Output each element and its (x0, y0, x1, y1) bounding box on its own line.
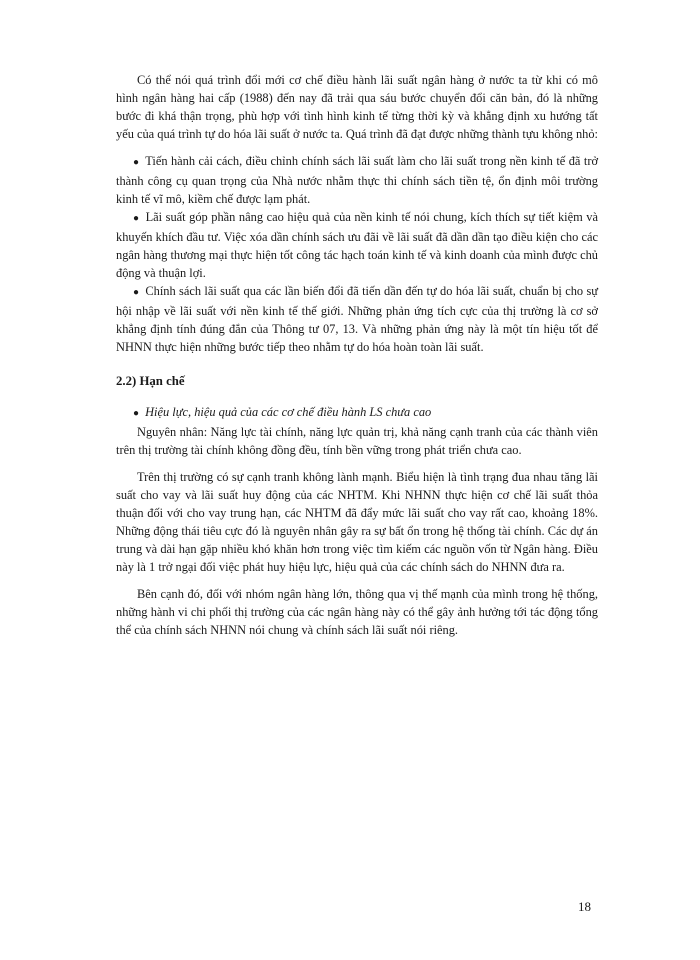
section-heading: 2.2) Hạn chế (116, 374, 185, 388)
document-page (116, 71, 598, 639)
limitation-heading (116, 403, 598, 423)
limitation-heading-text: Hiệu lực, hiệu quả của các cơ chế điều hành LS chưa cao (145, 405, 432, 419)
limitation-paragraph-1: Nguyên nhân: Năng lực tài chính, năng lực quản trị, khả năng cạnh tranh của các thành viên trên thị trường tài chính không đồng đều, tính bền vững trong phát triển chưa cao. (116, 425, 598, 457)
achievement-item-3 (116, 282, 598, 356)
bullet-icon: ● (133, 408, 140, 419)
achievement-item-1 (116, 152, 598, 208)
bullet-icon: ● (133, 213, 140, 224)
bullet-icon: ● (133, 287, 140, 298)
limitation-paragraph-2: Trên thị trường có sự cạnh tranh không lành mạnh. Biểu hiện là tình trạng đua nhau tăng lãi suất cho vay và lãi suất huy động của các NHTM. Khi NHNN thực hiện cơ chế lãi suất thỏa thuận đối với cho vay trung hạn, các NHTM đã đẩy mức lãi suất cho vay rất cao, khoảng 18%. Những động thái tiêu cực đó là nguyên nhân gây ra sự bất ổn trong hệ thống tài chính. Các dự án trung và dài hạn gặp nhiều khó khăn hơn trong việc tìm kiếm các nguồn vốn từ Ngân hàng. Điều này là 1 trở ngại đối việc phát huy hiệu lực, hiệu quả của các chính sách do NHNN đưa ra. (116, 470, 598, 574)
spacer (116, 143, 598, 152)
achievement-text-3: Chính sách lãi suất qua các lần biến đổi đã tiến dần đến tự do hóa lãi suất, chuẩn bị cho sự hội nhập về lãi suất với nền kinh tế thế giới. Những phản ứng tích cực của thị trường là cơ sở khẳng định tính đúng đắn của Thông tư 07, 13. Và những phản ứng này là một tín hiệu tốt để NHNN thực hiện những bước tiếp theo nhằm tự do hóa hoàn toàn lãi suất. (116, 284, 598, 354)
spacer (116, 459, 598, 468)
achievement-text-2: Lãi suất góp phần nâng cao hiệu quả của nền kinh tế nói chung, kích thích sự tiết kiệm và khuyến khích đầu tư. Việc xóa dần chính sách ưu đãi về lãi suất đã dần dần tạo điều kiện cho các ngân hàng thương mại thực hiện tốt công tác hạch toán kinh tế và kinh doanh của mình được chủ động và thuận lợi. (116, 210, 598, 280)
limitation-paragraph-3: Bên cạnh đó, đối với nhóm ngân hàng lớn, thông qua vị thế mạnh của mình trong hệ thống, những hành vi chi phối thị trường của các ngân hàng này có thể gây ảnh hưởng tới tác động tổng thể của chính sách NHNN nói chung và chính sách lãi suất nói riêng. (116, 587, 598, 637)
bullet-icon: ● (133, 157, 140, 168)
intro-paragraph: Có thể nói quá trình đổi mới cơ chế điều hành lãi suất ngân hàng ở nước ta từ khi có mô hình ngân hàng hai cấp (1988) đến nay đã trải qua sáu bước chuyển đổi căn bản, đó là những bước đi khá thận trọng, phù hợp với tình hình kinh tế từng thời kỳ và khẳng định xu hướng tất yếu của quá trình tự do hóa lãi suất ở nước ta. Quá trình đã đạt được những thành tựu không nhỏ: (116, 73, 598, 141)
spacer (116, 576, 598, 585)
page-number: 18 (578, 899, 591, 914)
achievement-text-1: Tiến hành cải cách, điều chỉnh chính sách lãi suất làm cho lãi suất trong nền kinh tế đã trở thành công cụ quan trọng của Nhà nước nhằm thực thi chính sách tiền tệ, ổn định môi trường kinh tế vĩ mô, kiềm chế được lạm phát. (116, 154, 599, 206)
spacer (116, 390, 598, 403)
spacer (116, 356, 598, 372)
achievement-item-2 (116, 208, 598, 282)
